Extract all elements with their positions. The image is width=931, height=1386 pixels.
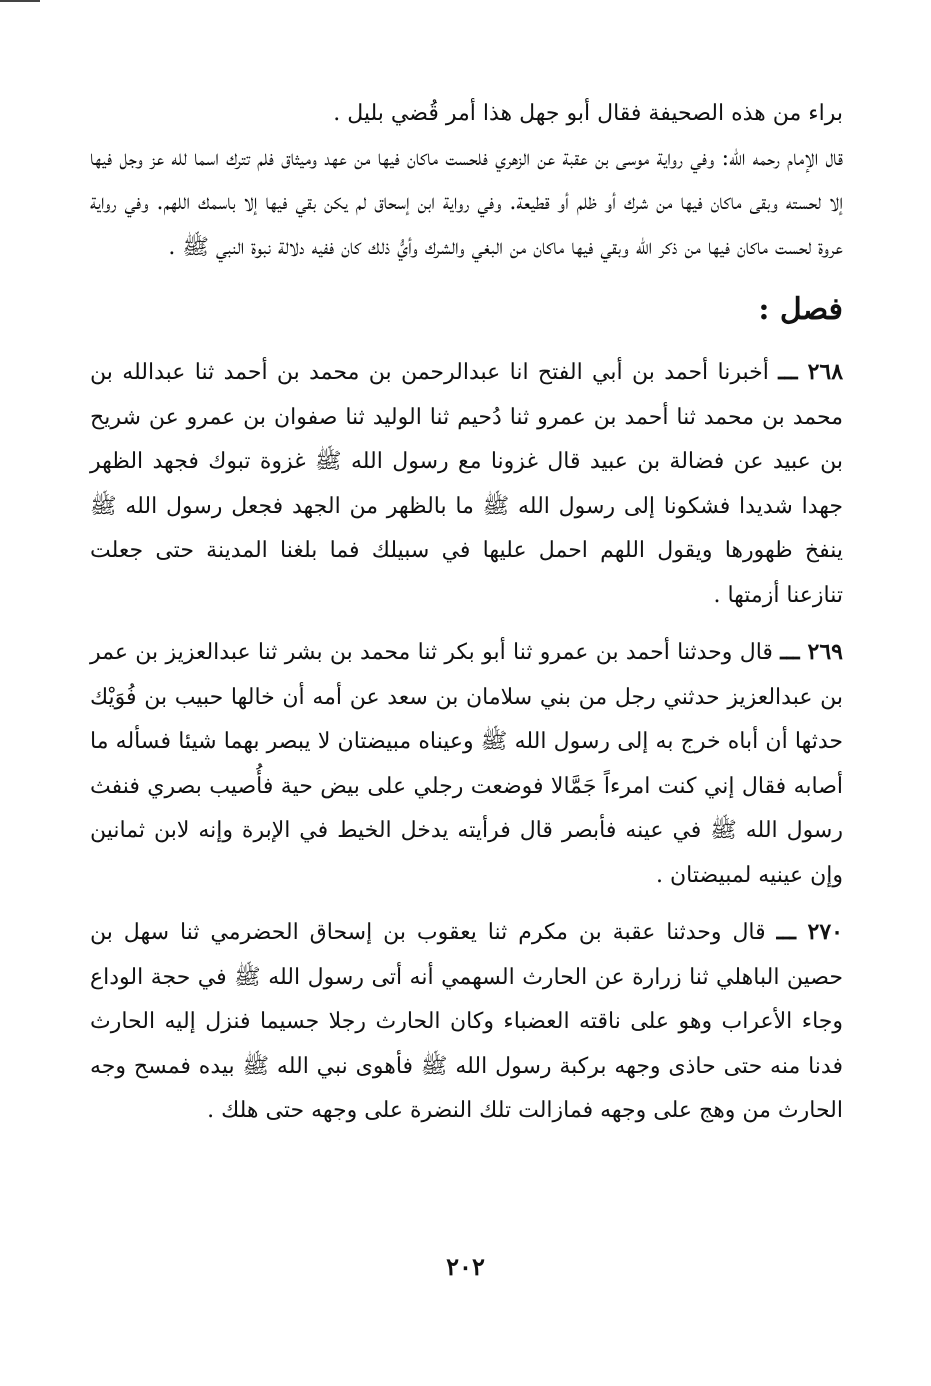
hadith-text: أخبرنا أحمد بن أبي الفتح انا عبدالرحمن بن محمد بن أحمد ثنا عبدالله بن محمد بن محمد ثنا أحمد بن عمرو ثنا دُحيم ثنا الوليد ثنا صفوان بن عمرو عن شريح بن عبيد عن فضالة بن عبيد قال غزونا مع رسول الله ﷺ غزوة تبوك فجهد الظهر جهدا شديدا فشكونا إلى رسول الله ﷺ ما بالظهر من الجهد فجعل رسول الله ﷺ ينفخ ظهورها ويقول اللهم احمل عليها في سبيلك فما بلغنا المدينة حتى جعلت تنازعنا أزمتها . bbox=[90, 360, 843, 608]
hadith-paragraph bbox=[90, 630, 843, 898]
hadith-number: ٢٧٠ ـــ bbox=[776, 919, 843, 945]
hadith-paragraph bbox=[90, 910, 843, 1134]
intro-section bbox=[90, 92, 843, 270]
intro-paragraph: قال الإمام رحمه الله: وفي رواية موسى بن عقبة عن الزهري فلحست ماكان فيها من عهد وميثاق فلم تترك اسما لله عز وجل فيها إلا لحسته وبقى ماكان فيها من شرك أو ظلم أو قطيعة. وفي رواية ابن إسحاق لم يكن بقي فيها إلا باسمك اللهم. وفي رواية عروة لحست ماكان فيها من ذكر الله وبقي فيها ماكان من البغي والشرك وأيُّ ذلك كان ففيه دلالة نبوة النبي ﷺ . bbox=[90, 145, 843, 260]
scan-corner-mark bbox=[0, 0, 40, 12]
hadith-paragraph bbox=[90, 350, 843, 618]
hadith-268 bbox=[90, 350, 843, 618]
page-number: ٢٠٢ bbox=[446, 1252, 485, 1281]
hadith-text: قال وحدثنا أحمد بن عمرو ثنا أبو بكر ثنا محمد بن بشر ثنا عبدالعزيز بن عمر بن عبدالعزيز حدثني رجل من بني سلامان بن سعد عن أمه أن خالها حبيب بن فُوَيْك حدثها أن أباه خرج به إلى رسول الله ﷺ وعيناه مبيضتان لا يبصر بهما شيئا فسأله ما أصابه فقال إني كنت امرءاً جَمَّالا فوضعت رجلي على بيض حية فأُصيب بصري فنفث رسول الله ﷺ في عينه فأبصر قال فرأيته يدخل الخيط في الإبرة وإنه لابن ثمانين وإن عينيه لمبيضتان . bbox=[90, 640, 843, 888]
hadith-269 bbox=[90, 630, 843, 898]
hadith-text: قال وحدثنا عقبة بن مكرم ثنا يعقوب بن إسحاق الحضرمي ثنا سهل بن حصين الباهلي ثنا زرارة عن الحارث السهمي أنه أتى رسول الله ﷺ في حجة الوداع وجاء الأعراب وهو على ناقته العضباء وكان الحارث رجلا جسيما فنزل إليه الحارث فدنا منه حتى حاذى وجهه بركبة رسول الله ﷺ فأهوى نبي الله ﷺ بيده فمسح وجه الحارث من وهج على وجهه فمازالت تلك النضرة على وجهه حتى هلك . bbox=[90, 920, 843, 1123]
section-heading: فصل : bbox=[758, 292, 843, 327]
hadith-number: ٢٦٩ ـــ bbox=[780, 639, 843, 665]
hadith-number: ٢٦٨ ـــ bbox=[778, 359, 844, 385]
intro-line: براء من هذه الصحيفة فقال أبو جهل هذا أمر قُضي بليل . bbox=[333, 101, 843, 126]
page-body bbox=[90, 92, 843, 1134]
hadith-270 bbox=[90, 910, 843, 1134]
